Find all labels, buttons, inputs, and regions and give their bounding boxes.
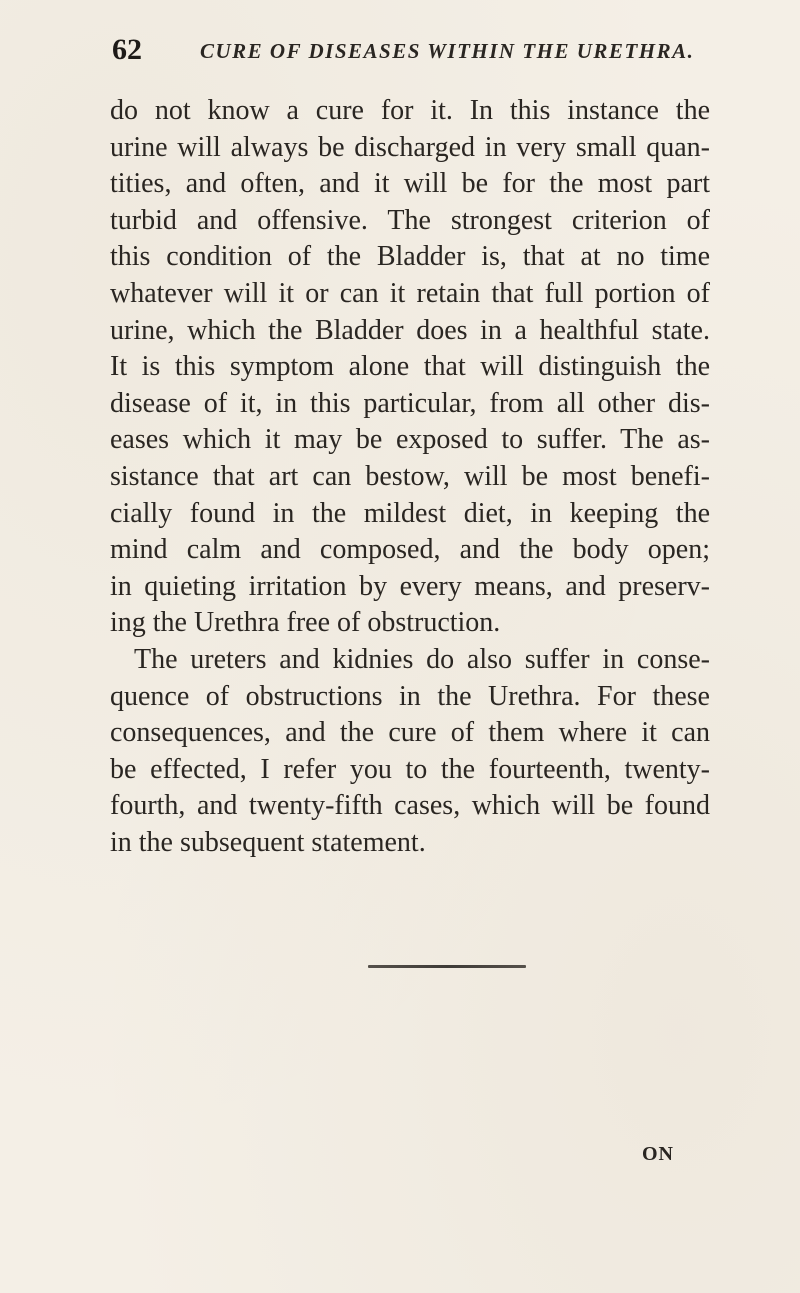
text-line: eases which it may be exposed to suffer. The as- <box>110 424 710 456</box>
text-line: fourth, and twenty-fifth cases, which will be found <box>110 790 710 822</box>
text-line: ing the Urethra free of obstruction. <box>110 607 501 639</box>
text-line: in quieting irritation by every means, and preserv- <box>110 570 710 602</box>
text-line: whatever will it or can it retain that full portion of <box>110 277 710 309</box>
text-line: quence of obstructions in the Urethra. For these <box>110 680 710 712</box>
paragraph-start-line: The ureters and kidnies do also suffer in conse- <box>134 643 710 675</box>
text-line: turbid and offensive. The strongest criterion of <box>110 204 710 236</box>
running-title: CURE OF DISEASES WITHIN THE URETHRA. <box>200 39 695 63</box>
text-line: urine will always be discharged in very small quan- <box>110 131 710 163</box>
text-line: this condition of the Bladder is, that at no time <box>110 241 710 273</box>
body-text <box>110 93 710 861</box>
text-line: be effected, I refer you to the fourteenth, twenty- <box>110 753 710 785</box>
text-line: mind calm and composed, and the body open; <box>110 534 710 566</box>
text-line: urine, which the Bladder does in a healthful state. <box>110 314 710 346</box>
text-line: sistance that art can bestow, will be most benefi- <box>110 460 710 492</box>
text-line: cially found in the mildest diet, in keeping the <box>110 497 710 529</box>
text-line: disease of it, in this particular, from all other dis- <box>110 387 710 419</box>
running-head <box>112 32 702 68</box>
page-number: 62 <box>112 33 142 66</box>
text-line: It is this symptom alone that will distinguish the <box>110 351 710 383</box>
catchword: ON <box>642 1143 674 1165</box>
text-line: consequences, and the cure of them where it can <box>110 717 710 749</box>
section-divider-rule <box>368 965 526 968</box>
text-line: tities, and often, and it will be for the most part <box>110 168 710 200</box>
text-line: in the subsequent statement. <box>110 826 426 858</box>
text-line: do not know a cure for it. In this instance the <box>110 95 710 126</box>
